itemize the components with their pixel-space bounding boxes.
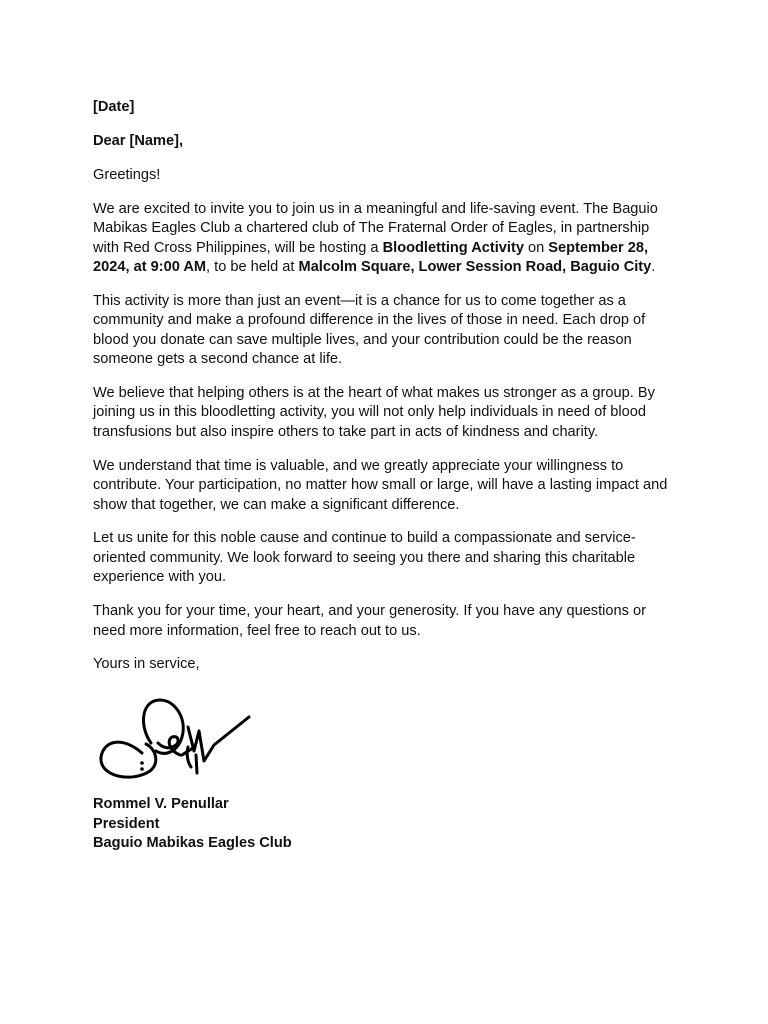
invitation-text-4: . bbox=[651, 258, 656, 275]
event-name: Bloodletting Activity bbox=[382, 239, 524, 256]
invitation-text-1: We are excited to invite you to join us in a meaningful and life-saving event. The Baguio Mabikas Eagles Club a chartered club of The Fraternal Order of Eagles, in partnership with Red Cross Philippines, will be hosting a bbox=[93, 200, 658, 256]
event-venue: Malcolm Square, Lower Session Road, Baguio City bbox=[298, 258, 652, 275]
event-date-time: September 28, 2024, at 9:00 AM bbox=[93, 239, 649, 275]
invitation-text-3: , to be held at bbox=[206, 258, 299, 275]
paragraph-purpose: This activity is more than just an event—it is a chance for us to come together as a community and make a profound difference in the lives of those in need. Each drop of blood you donate can save multiple lives, and your contribution could be the reason someone gets a second chance at life. bbox=[93, 292, 646, 368]
paragraph-unite: Let us unite for this noble cause and continue to build a compassionate and service-oriented community. We look forward to seeing you there and sharing this charitable experience with you. bbox=[93, 530, 636, 586]
salutation: Dear [Name], bbox=[93, 132, 184, 149]
closing: Yours in service, bbox=[93, 656, 200, 673]
greeting: Greetings! bbox=[93, 166, 161, 183]
paragraph-belief: We believe that helping others is at the heart of what makes us stronger as a group. By joining us in this bloodletting activity, you will not only help individuals in need of blood transfusions but also inspire others to take part in acts of kindness and charity. bbox=[93, 384, 655, 440]
paragraph-appreciation: We understand that time is valuable, and we greatly appreciate your willingness to contribute. Your participation, no matter how small or large, will have a lasting impact and show that together, we can make a significant difference. bbox=[93, 457, 668, 513]
letter-body bbox=[93, 98, 676, 854]
invitation-text-2: on bbox=[523, 239, 549, 256]
paragraph-thanks: Thank you for your time, your heart, and your generosity. If you have any questions or need more information, feel free to reach out to us. bbox=[93, 603, 646, 639]
signer-organization: Baguio Mabikas Eagles Club bbox=[93, 835, 292, 852]
handwritten-signature bbox=[96, 689, 256, 789]
letter-date: [Date] bbox=[93, 99, 135, 115]
signer-block bbox=[93, 795, 676, 853]
signer-name: Rommel V. Penullar bbox=[93, 796, 229, 813]
paragraph-invitation bbox=[93, 200, 676, 278]
signer-title: President bbox=[93, 815, 160, 832]
